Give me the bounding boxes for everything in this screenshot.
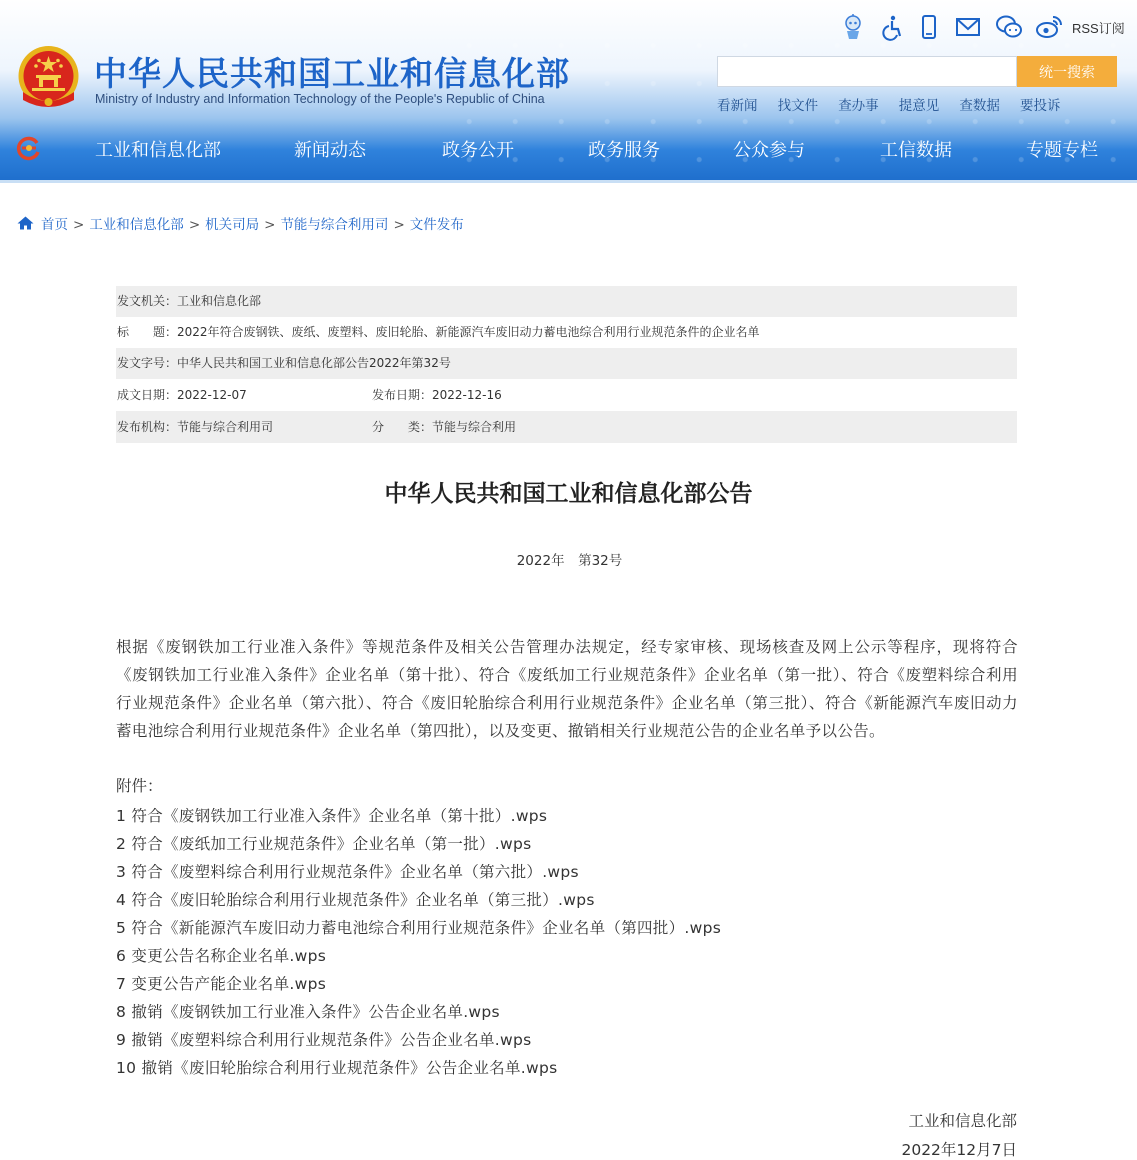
meta-label: 成文日期： [117,388,178,402]
mail-icon[interactable] [953,12,983,42]
search-button[interactable]: 统一搜索 [1017,56,1117,87]
article-body: 根据《废钢铁加工行业准入条件》等规范条件及相关公告管理办法规定，经专家审核、现场核查及网上公示等程序，现将符合《废钢铁加工行业准入条件》企业名单（第十批）、符合《废纸加工行业规范条件》企业名单（第一批）、符合《废塑料综合利用行业规范条件》企业名单（第六批）、符合《废旧轮胎综合利用行业规范条件》企业名单（第三批）、符合《新能源汽车废旧动力蓄电池综合利用行业规范条件》企业名单（第四批），以及变更、撤销相关行业规范公告的企业名单予以公告。 [116,638,1018,740]
attachments-list [116,802,1016,1082]
search-input[interactable] [717,56,1017,87]
breadcrumb [17,213,464,233]
quick-link-data[interactable]: 查数据 [959,98,1000,114]
meta-value: 2022-12-07 [177,388,247,402]
meta-value: 工业和信息化部 [177,294,262,308]
meta-label: 发布日期： [372,388,433,402]
quick-link-services[interactable]: 查办事 [838,98,879,114]
breadcrumb-separator: > [264,217,276,233]
mobile-icon[interactable] [914,12,944,42]
quick-link-files[interactable]: 找文件 [777,98,819,114]
attachment-link[interactable]: 5 符合《新能源汽车废旧动力蓄电池综合利用行业规范条件》企业名单（第四批）.wps [116,919,722,937]
breadcrumb-separator: > [188,217,201,233]
robot-assistant-icon[interactable] [838,12,868,42]
ministry-logo-icon[interactable] [16,135,42,161]
attachments-heading: 附件： [116,777,163,795]
nav-item-gov-affairs[interactable]: 政务公开 [442,140,514,161]
attachment-link[interactable]: 10 撤销《废旧轮胎综合利用行业规范条件》公告企业名单.wps [116,1059,558,1077]
meta-value: 2022-12-16 [432,388,502,402]
site-header [0,0,1137,183]
quick-link-complaint[interactable]: 要投诉 [1019,98,1061,114]
breadcrumb-home[interactable]: 首页 [41,217,68,233]
attachment-link[interactable]: 8 撤销《废钢铁加工行业准入条件》公告企业名单.wps [116,1003,500,1021]
meta-label: 分 类： [372,420,433,434]
rss-subscribe-link[interactable]: RSS订阅 [1072,21,1125,36]
meta-value: 节能与综合利用司 [177,420,274,434]
breadcrumb-documents[interactable]: 文件发布 [409,217,464,233]
meta-value: 中华人民共和国工业和信息化部公告2022年第32号 [177,356,451,370]
meta-value: 2022年符合废钢铁、废纸、废塑料、废旧轮胎、新能源汽车废旧动力蓄电池综合利用行业规范条件的企业名单 [177,325,760,339]
quick-link-feedback[interactable]: 提意见 [898,98,940,114]
meta-row-title [116,317,1017,348]
meta-row-dates [116,379,1017,411]
meta-label: 发文机关： [117,294,178,308]
nav-item-services[interactable]: 政务服务 [588,140,660,161]
wechat-icon[interactable] [994,12,1024,42]
quick-links [717,94,1075,114]
meta-label: 发文字号： [117,356,178,370]
nav-item-participation[interactable]: 公众参与 [733,140,805,161]
attachment-link[interactable]: 7 变更公告产能企业名单.wps [116,975,327,993]
national-emblem-icon[interactable] [17,44,80,112]
quick-link-news[interactable]: 看新闻 [717,98,758,114]
breadcrumb-miit[interactable]: 工业和信息化部 [89,217,184,233]
breadcrumb-separator: > [73,217,85,233]
site-title: 中华人民共和国工业和信息化部 [94,54,570,93]
article-date: 2022年12月7日 [901,1141,1017,1159]
document-meta-table [116,286,1017,443]
weibo-icon[interactable] [1034,12,1064,42]
attachment-link[interactable]: 1 符合《废钢铁加工行业准入条件》企业名单（第十批）.wps [116,807,548,825]
attachment-link[interactable]: 9 撤销《废塑料综合利用行业规范条件》公告企业名单.wps [116,1031,532,1049]
meta-row-doc-number [116,348,1017,379]
article-title: 中华人民共和国工业和信息化部公告 [384,481,753,507]
meta-label: 发布机构： [117,420,178,434]
attachment-link[interactable]: 4 符合《废旧轮胎综合利用行业规范条件》企业名单（第三批）.wps [116,891,595,909]
nav-item-topics[interactable]: 专题专栏 [1026,140,1098,161]
breadcrumb-departments[interactable]: 机关司局 [205,217,260,233]
attachment-link[interactable]: 6 变更公告名称企业名单.wps [116,947,327,965]
meta-row-agency [116,411,1017,443]
meta-row-issuer [116,286,1017,317]
attachment-link[interactable]: 3 符合《废塑料综合利用行业规范条件》企业名单（第六批）.wps [116,863,579,881]
nav-item-miit[interactable]: 工业和信息化部 [95,140,221,161]
article-signature: 工业和信息化部 [908,1112,1017,1130]
meta-value: 节能与综合利用 [432,420,517,434]
nav-item-news[interactable]: 新闻动态 [294,140,366,161]
meta-label: 标 题： [117,325,178,339]
header-underline [0,180,1137,183]
home-icon[interactable] [17,216,34,230]
article-number: 2022年 第32号 [516,553,623,569]
main-nav [0,126,1137,170]
breadcrumb-separator: > [393,217,405,233]
site-subtitle: Ministry of Industry and Information Technology of the People's Republic of China [95,92,545,106]
attachment-link[interactable]: 2 符合《废纸加工行业规范条件》企业名单（第一批）.wps [116,835,532,853]
accessibility-icon[interactable] [878,12,908,42]
nav-item-data[interactable]: 工信数据 [880,140,952,161]
breadcrumb-energy-dept[interactable]: 节能与综合利用司 [280,217,389,233]
